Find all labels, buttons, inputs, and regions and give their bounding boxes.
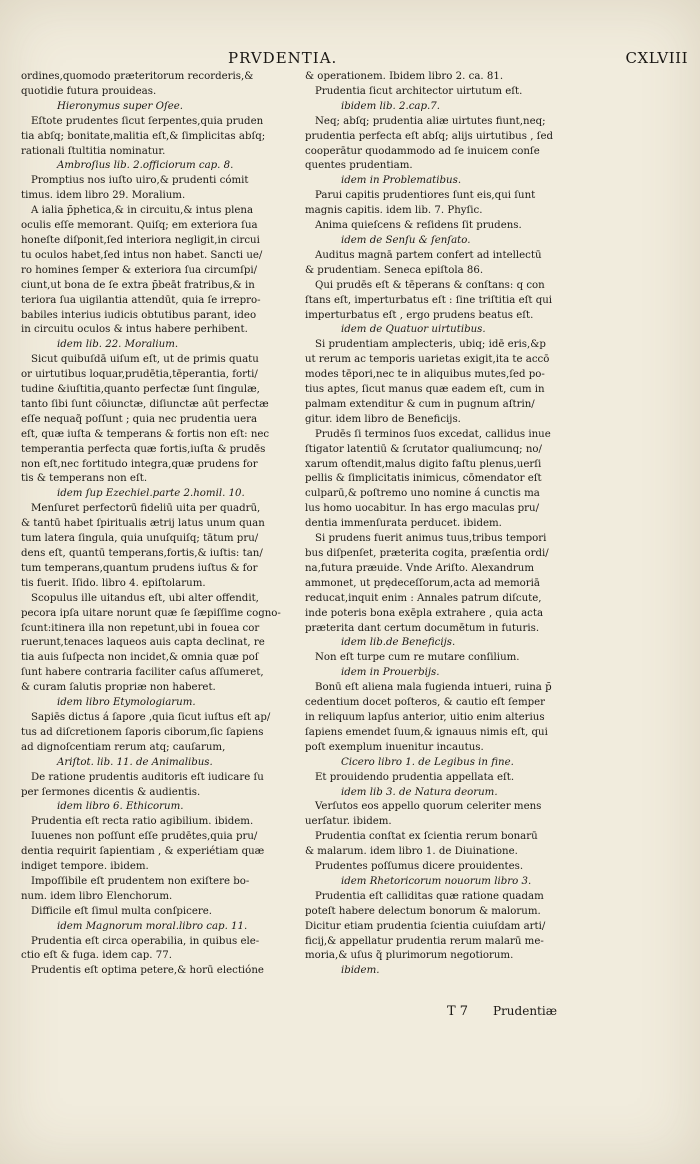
text-line: Promptius nos iuſto uiro,& prudenti cómit: [31, 175, 249, 187]
text-line: Prudentia eſt calliditas quæ ratione quadam: [315, 890, 544, 902]
text-line: Sapiēs dictus á ſapore ,quia ſicut iuſtus eſt ap/: [31, 711, 271, 723]
text-line: ctio eſt & fuga. idem cap. 77.: [21, 950, 172, 962]
text-line: imperturbatus eſt , ergo prudens beatus eſt.: [305, 309, 534, 321]
text-line: tia auis ſuſpecta non incidet,& omnia quæ poſ: [21, 652, 259, 664]
text-line: & malarum. idem libro 1. de Diuinatione.: [305, 846, 518, 858]
text-line: non eſt,nec fortitudo integra,quæ prudens for: [21, 458, 258, 470]
text-line: dentia requirit ſapientiam , & experiétiam quæ: [21, 846, 265, 858]
text-line: præterita dant certum documētum in futuris.: [305, 622, 540, 634]
text-line: tudine &iuſtitia,quanto perfectæ ſunt ſingulæ,: [21, 384, 260, 396]
text-line: bus diſpenſet, præterita cogita, præſentia ordi/: [305, 548, 549, 559]
text-line: Menſuret perfectorū fideliū uita per quadrū,: [31, 503, 261, 515]
text-line: poſt exemplum inuenitur incautus.: [305, 741, 484, 753]
text-line: Qui prudēs eſt & tēperans & conſtans: q con: [315, 279, 545, 291]
text-line: Si prudentiam amplecteris, ubiq; idē eris,&p: [315, 339, 546, 351]
text-line: & tantū habet ſpiritualis ætrij latus unum quan: [21, 518, 265, 530]
text-line: Sicut quibuſdā uiſum eſt, ut de primis quatu: [31, 354, 259, 366]
text-line: Scopulus ille uitandus eſt, ubi alter offendit,: [31, 592, 259, 604]
text-line: poteſt habere delectum bonorum & malorum.: [305, 905, 541, 917]
text-line: na,futura præuide. Vnde Ariſto. Alexandrum: [305, 562, 534, 574]
text-line: indiget tempore. ibidem.: [21, 861, 149, 873]
citation-line: idem lib. 22. Moralium.: [57, 339, 179, 351]
left-column: [21, 70, 301, 979]
citation-line: Ambroſius lib. 2.officiorum cap. 8.: [57, 160, 234, 172]
text-line: Auditus magnā partem confert ad intellectū: [315, 249, 542, 261]
text-line: tia abſq; bonitate,malitia eſt,& ſimplicitas abſq;: [21, 130, 266, 142]
text-line: ruerunt,tenaces laqueos auis capta declinat, re: [21, 637, 265, 649]
citation-line: idem lib 3. de Natura deorum.: [341, 786, 498, 798]
text-line: ſtigator latentiū & ſcrutator qualiumcunq; no/: [305, 443, 542, 455]
citation-line: idem libro Etymologiarum.: [57, 697, 196, 709]
citation-line: Ariſtot. lib. 11. de Animalibus.: [57, 756, 213, 768]
text-line: palmam extenditur & cum in pugnum aſtrin/: [305, 398, 535, 410]
text-line: Difficile eſt ſimul multa conſpicere.: [31, 905, 212, 917]
page-footer: [0, 1004, 700, 1024]
text-line: ſunt habere contraria faciliter caſus aſſumeret,: [21, 667, 264, 679]
text-line: per ſermones dicentis & audientis.: [21, 786, 201, 798]
text-line: Anima quieſcens & reſidens ſit prudens.: [315, 220, 522, 232]
text-line: ut rerum ac temporis uarietas exigit,ita te accō: [305, 354, 550, 366]
citation-line: idem Rhetoricorum nouorum libro 3.: [341, 875, 532, 887]
text-line: temperantia perfecta quæ fortis,iuſta & prudēs: [21, 443, 266, 455]
text-line: ad dignoſcentiam rerum atq; cauſarum,: [21, 741, 226, 753]
citation-line: idem libro 6. Ethicorum.: [57, 801, 184, 813]
citation-line: idem in Prouerbijs.: [341, 667, 440, 679]
text-line: num. idem libro Elenchorum.: [21, 890, 173, 902]
right-column: [305, 70, 691, 979]
text-line: magnis capitis. idem lib. 7. Phyſic.: [305, 205, 483, 217]
catchword: Prudentiæ: [493, 1004, 557, 1018]
text-line: ro homines ſemper & exteriora ſua circumſpi/: [21, 264, 258, 276]
text-line: ordines,quomodo præteritorum recorderis,&: [21, 71, 254, 82]
text-line: quotidie futura prouideas.: [21, 85, 157, 97]
citation-line: idem Magnorum moral.libro cap. 11.: [57, 920, 248, 932]
text-line: xarum oſtendit,malus digito faſtu plenus,uerſi: [305, 458, 542, 470]
text-line: tis fuerit. Iſido. libro 4. epiſtolarum.: [21, 577, 206, 589]
text-line: Neq; abſq; prudentia aliæ uirtutes fiunt,neq;: [315, 115, 546, 127]
text-line: prudentia perfecta eſt abſq; alijs uirtutibus , ſed: [305, 130, 554, 142]
text-line: gitur. idem libro de Beneficijs.: [305, 413, 461, 425]
text-line: Prudentia ſicut architector uirtutum eſt.: [315, 85, 523, 97]
text-line: eſt, quæ iuſta & temperans & fortis non eſt: nec: [21, 428, 270, 440]
text-line: pellis & ſimplicitatis inimicus, cōmendator eſt: [305, 473, 542, 485]
text-line: eſſe nequaq̃ poſſunt ; quia nec prudentia uera: [21, 413, 258, 425]
text-line: dentia immenſurata perducet. ibidem.: [305, 518, 502, 530]
text-line: tu oculos habet,ſed intus non habet. Sancti ue/: [21, 249, 263, 261]
text-line: & prudentiam. Seneca epiſtola 86.: [305, 264, 484, 276]
citation-line: idem de Senſu & ſenſato.: [341, 234, 471, 246]
text-line: Prudentis eſt optima petere,& horū electióne: [31, 965, 264, 977]
text-line: ciunt,ut bona de ſe extra p̄beāt fratribus,& in: [21, 279, 255, 291]
text-line: Verſutos eos appello quorum celeriter mens: [315, 801, 542, 813]
text-line: & curam ſalutis propriæ non haberet.: [21, 682, 216, 694]
text-line: babiles interius iudicis obtutibus parant, ideo: [21, 309, 257, 321]
citation-line: idem in Problematibus.: [341, 175, 462, 187]
text-line: ficij,& appellatur prudentia rerum malarū me-: [305, 935, 544, 947]
text-line: Et prouidendo prudentia appellata eſt.: [315, 771, 515, 783]
text-line: ſtans eſt, imperturbatus eſt : ſine triſtitia eſt qui: [305, 294, 553, 306]
text-line: uerſatur. ibidem.: [305, 816, 392, 828]
text-line: in circuitu oculos & intus habere perhibent.: [21, 324, 248, 336]
text-line: Eſtote prudentes ſicut ſerpentes,quia pruden: [31, 115, 264, 127]
text-line: & operationem. Ibidem libro 2. ca. 81.: [305, 71, 504, 82]
text-line: culparū,& poſtremo uno nomine á cunctis ma: [305, 488, 540, 500]
text-line: inde poteris bona exēpla extrahere , quia acta: [305, 607, 544, 619]
running-head: [0, 49, 700, 71]
text-line: A ialia p̄phetica,& in circuitu,& intus plena: [31, 205, 254, 217]
text-line: Prudentia eſt recta ratio agibilium. ibidem.: [31, 816, 254, 828]
text-line: ammonet, ut prędeceſſorum,acta ad memoriā: [305, 577, 540, 589]
text-line: tum temperans,quantum prudens iuſtus & for: [21, 562, 258, 574]
text-line: rationali ſtultitia nominatur.: [21, 145, 166, 157]
running-title: PRVDENTIA.: [228, 49, 338, 67]
citation-line: ibidem lib. 2.cap.7.: [341, 100, 440, 112]
text-line: cooperātur quodammodo ad ſe inuicem conſe: [305, 145, 540, 157]
signature-mark: T 7: [447, 1004, 469, 1019]
citation-line: Cicero libro 1. de Legibus in fine.: [341, 756, 514, 768]
text-line: Bonū eſt aliena mala fugienda intueri, ruina p̄: [315, 682, 552, 694]
citation-line: idem ſup Ezechiel.parte 2.homil. 10.: [57, 488, 245, 500]
text-line: oculis eſſe memorant. Quiſq; em exteriora ſua: [21, 220, 258, 232]
text-line: Prudentes poſſumus dicere prouidentes.: [315, 861, 524, 873]
text-line: Impoſſibile eſt prudentem non exiſtere bo-: [31, 875, 250, 887]
folio-number: CXLVIII: [625, 49, 688, 67]
text-line: pecora ipſa uitare norunt quæ ſe ſæpiſſime cogno-: [21, 607, 281, 619]
text-line: in reliquum lapſus anterior, uitio enim alterius: [305, 711, 545, 723]
text-line: timus. idem libro 29. Moralium.: [21, 190, 186, 202]
text-line: cedentium docet poſteros, & cautio eſt ſemper: [305, 697, 546, 709]
citation-line: ibidem.: [341, 965, 380, 977]
citation-line: Hieronymus super Oſee.: [57, 100, 184, 112]
text-line: lus homo uocabitur. In has ergo maculas pru/: [305, 503, 540, 515]
text-line: Prudentia conſtat ex ſcientia rerum bonarū: [315, 831, 538, 843]
text-line: tius aptes, ſicut manus quæ eadem eſt, cum in: [305, 384, 545, 396]
citation-line: idem de Quatuor uirtutibus.: [341, 324, 486, 336]
text-line: Prudēs ſi terminos ſuos excedat, callidus inue: [315, 428, 551, 440]
text-line: modes tēpori,nec te in aliquibus mutes,ſed po-: [305, 369, 545, 381]
text-line: Iuuenes non poſſunt eſſe prudētes,quia pru/: [31, 831, 258, 843]
text-line: Si prudens fuerit animus tuus,tribus tempori: [315, 533, 547, 545]
text-line: De ratione prudentis auditoris eſt iudicare ſu: [31, 771, 264, 783]
text-line: Parui capitis prudentiores ſunt eis,qui ſunt: [315, 190, 536, 202]
citation-line: idem lib.de Beneficijs.: [341, 637, 456, 649]
text-line: tis & temperans non eſt.: [21, 473, 148, 485]
text-line: ſcunt:itinera illa non repetunt,ubi in fouea cor: [21, 622, 260, 634]
text-line: quentes prudentiam.: [305, 160, 413, 172]
text-line: Dicitur etiam prudentia ſcientia cuiuſdam arti/: [305, 920, 546, 932]
text-line: or uirtutibus loquar,prudētia,tēperantia, forti/: [21, 369, 258, 381]
text-line: moria,& uſus q̃ plurimorum negotiorum.: [305, 950, 514, 962]
text-line: tanto ſibi ſunt cōiunctæ, diſiunctæ aūt perfectæ: [21, 398, 269, 410]
text-line: ſapiens emendet ſuum,& ignauus nimis eſt, qui: [305, 726, 548, 738]
text-line: Non eſt turpe cum re mutare conſilium.: [315, 652, 520, 664]
text-line: tum latera ſingula, quia unuſquiſq; tātum pru/: [21, 533, 259, 545]
text-line: reducat,inquit enim : Annales patrum diſcute,: [305, 592, 542, 604]
text-line: teriora ſua uigilantia attendūt, quia ſe irrepro-: [21, 294, 261, 306]
text-line: dens eſt, quantū temperans,fortis,& iuſtis: tan/: [21, 548, 263, 559]
text-line: honeſte diſponit,ſed interiora negligit,in circui: [21, 234, 260, 246]
text-line: Prudentia eſt circa operabilia, in quibus ele-: [31, 935, 260, 947]
text-line: tus ad diſcretionem ſaporis ciborum,ſic ſapiens: [21, 726, 264, 738]
